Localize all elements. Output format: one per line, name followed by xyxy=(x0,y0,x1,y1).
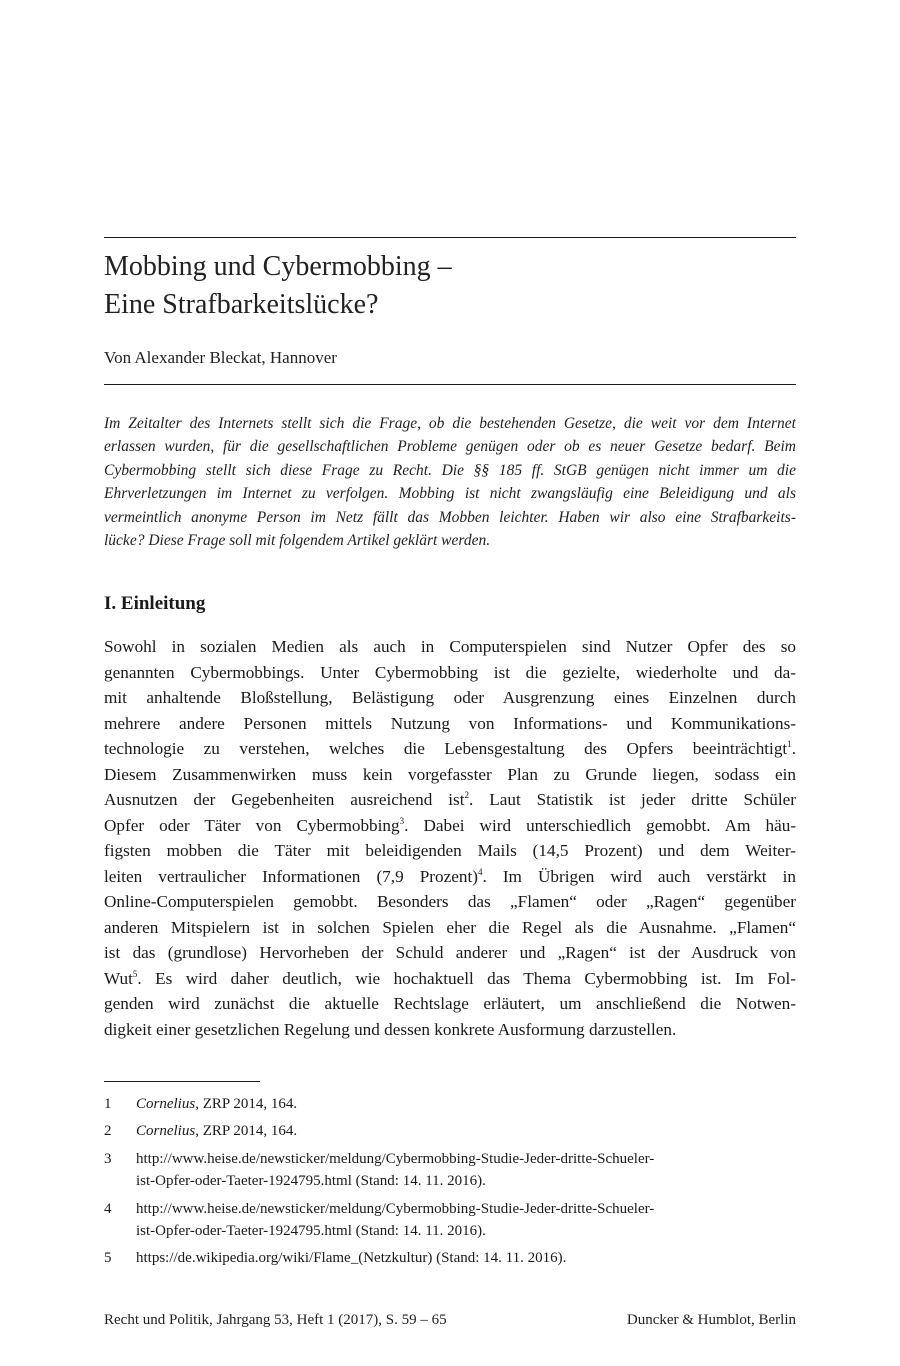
footnote-number: 5 xyxy=(104,1250,112,1267)
top-rule xyxy=(104,237,796,238)
body-line: leiten vertraulicher Informationen (7,9 Prozent)$^4$. Im Übrigen wird auch verstärkt in xyxy=(104,866,796,886)
author-byline: Von Alexander Bleckat, Hannover xyxy=(104,348,337,367)
footnote-mark[interactable]: 3 xyxy=(399,815,405,826)
footnote-author: Cornelius xyxy=(136,1096,196,1112)
abstract-line: lücke? Diese Frage soll mit folgendem Artikel geklärt werden. xyxy=(104,532,491,550)
body-line: Online-Computerspielen gemobbt. Besonders das „Flamen“ oder „Ragen“ gegenüber xyxy=(104,892,796,911)
footnote-link[interactable]: http://www.heise.de/newsticker/meldung/Cybermobbing-Studie-Jeder-dritte-Schueler- xyxy=(136,1200,655,1217)
body-line-text: Wut xyxy=(104,968,133,988)
body-line-text: Es wird daher deutlich, wie hochaktuell das Thema Cybermobbing ist. Im Fol- xyxy=(155,968,796,988)
body-line: genannten Cybermobbings. Unter Cybermobbing ist die gezielte, wiederholte und da- xyxy=(104,662,796,682)
footnote-text: ist-Opfer-oder-Taeter-1924795.html (Stand: 14. 11. 2016). xyxy=(136,1173,486,1190)
abstract xyxy=(104,412,796,552)
body-line: Wut$^5$. Es wird daher deutlich, wie hochaktuell das Thema Cybermobbing ist. Im Fol- xyxy=(104,968,796,988)
footnote-mark[interactable]: 5 xyxy=(132,968,138,979)
body-line-text: technologie zu verstehen, welches die Lebensgestaltung des Opfers beeinträchtigt xyxy=(104,739,788,758)
title-line-1: Mobbing und Cybermobbing – xyxy=(104,251,452,282)
body-line: Sowohl in sozialen Medien als auch in Computerspielen sind Nutzer Opfer des so xyxy=(104,637,796,656)
footnote xyxy=(104,1247,796,1269)
body-text xyxy=(104,634,796,1042)
section-heading: I. Einleitung xyxy=(104,593,206,614)
footnote xyxy=(104,1198,796,1243)
body-line: mehrere andere Personen mittels Nutzung von Informations- und Kommunikations- xyxy=(104,713,796,733)
footnote-rule xyxy=(104,1081,260,1082)
footnote-link[interactable]: http://www.heise.de/newsticker/meldung/Cybermobbing-Studie-Jeder-dritte-Schueler- xyxy=(136,1150,655,1167)
body-line: Opfer oder Täter von Cybermobbing$^3$. Dabei wird unterschiedlich gemobbt. Am häu- xyxy=(104,815,797,835)
footnote-mark[interactable]: 4 xyxy=(477,866,483,877)
abstract-line: Cybermobbing stellt sich diese Frage zu Recht. Die §§ 185 ff. StGB genügen nicht immer um die xyxy=(104,461,796,479)
footnote-link[interactable]: https://de.wikipedia.org/wiki/Flame_(Netzkultur) (Stand: 14. 11. 2016). xyxy=(136,1250,567,1267)
body-line: anderen Mitspielern ist in solchen Spielen eher die Regel als die Ausnahme. „Flamen“ xyxy=(104,917,796,937)
footnote-number: 1 xyxy=(104,1096,112,1112)
abstract-line: Im Zeitalter des Internets stellt sich die Frage, ob die bestehenden Gesetze, die weit vor dem Internet xyxy=(104,415,796,432)
body-line: Diesem Zusammenwirken muss kein vorgefasster Plan zu Grunde liegen, sodass ein xyxy=(104,764,796,784)
footnote-mark[interactable]: 1 xyxy=(787,739,792,749)
footnote xyxy=(104,1148,796,1193)
body-line-text: Opfer oder Täter von Cybermobbing xyxy=(104,815,400,835)
footnote xyxy=(104,1093,796,1115)
body-line: Ausnutzen der Gegebenheiten ausreichend ist$^2$. Laut Statistik ist jeder dritte Schüler xyxy=(104,790,796,809)
body-line-text: Dabei wird unterschiedlich gemobbt. Am häu- xyxy=(423,815,797,835)
body-line: technologie zu verstehen, welches die Lebensgestaltung des Opfers beeinträchtigt$^1$. xyxy=(104,739,796,758)
journal-citation: Recht und Politik, Jahrgang 53, Heft 1 (2017), S. 59 – 65 xyxy=(104,1312,447,1328)
body-line-text: leiten vertraulicher Informationen (7,9 Prozent) xyxy=(104,866,478,886)
footnote-text: ist-Opfer-oder-Taeter-1924795.html (Stand: 14. 11. 2016). xyxy=(136,1223,486,1240)
footnote-mark[interactable]: 2 xyxy=(464,790,469,800)
footnote-author: Cornelius xyxy=(136,1123,196,1140)
body-line: ist das (grundlose) Hervorheben der Schuld anderer und „Ragen“ ist der Ausdruck von xyxy=(104,943,796,962)
body-line: figsten mobben die Täter mit beleidigenden Mails (14,5 Prozent) und dem Weiter- xyxy=(104,841,796,860)
footnote-number: 3 xyxy=(104,1150,112,1167)
byline-rule xyxy=(104,384,796,385)
publisher: Duncker & Humblot, Berlin xyxy=(626,1312,796,1328)
footnote-text: , ZRP 2014, 164. xyxy=(195,1096,298,1112)
body-line-text: Ausnutzen der Gegebenheiten ausreichend ist xyxy=(104,790,465,809)
abstract-line: erlassen wurden, für die gesellschaftlichen Probleme genügen oder ob es neuer Gesetze bedarf. Beim xyxy=(104,438,796,456)
abstract-line: vermeintlich anonyme Person im Netz fällt das Mobben leichter. Haben wir also eine Strafbarkeits- xyxy=(104,508,796,526)
body-line: genden wird zunächst die aktuelle Rechtslage erläutert, um anschließend die Notwen- xyxy=(104,994,796,1013)
body-line-text: Im Übrigen wird auch verstärkt in xyxy=(502,866,796,886)
body-line: mit anhaltende Bloßstellung, Belästigung oder Ausgrenzung eines Einzelnen durch xyxy=(104,688,796,707)
abstract-line: Ehrverletzungen im Internet zu verfolgen. Mobbing ist nicht zwangsläufig eine Beleidigung und als xyxy=(104,485,796,503)
footnote xyxy=(104,1120,796,1142)
title-line-2: Eine Strafbarkeitslücke? xyxy=(104,289,379,320)
footnote-text: , ZRP 2014, 164. xyxy=(195,1123,298,1140)
article-title xyxy=(104,248,796,324)
footnote-number: 4 xyxy=(104,1200,112,1217)
body-line-text: Laut Statistik ist jeder dritte Schüler xyxy=(489,790,796,809)
footnotes xyxy=(104,1093,796,1275)
body-line: digkeit einer gesetzlichen Regelung und dessen konkrete Ausformung darzustellen. xyxy=(104,1019,677,1039)
footnote-number: 2 xyxy=(104,1123,112,1140)
